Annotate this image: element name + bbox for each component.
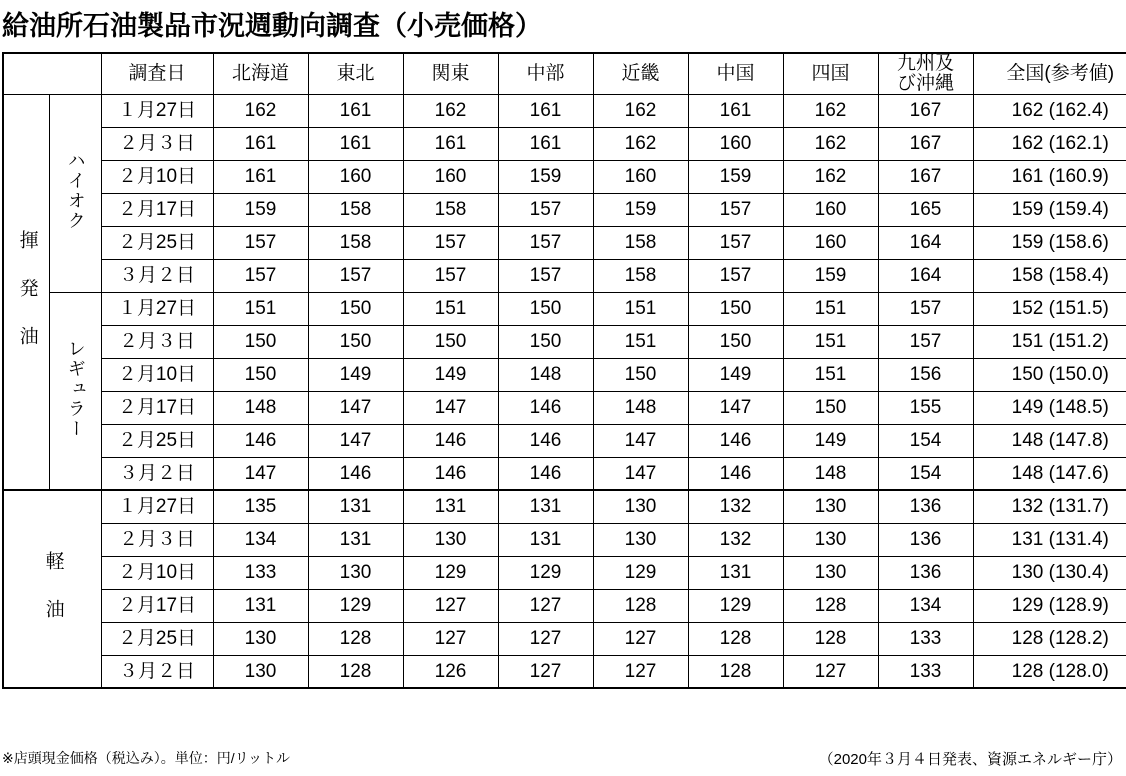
cell-value: 128 (308, 655, 403, 688)
cell-value: 129 (403, 556, 498, 589)
cell-value: 133 (878, 655, 973, 688)
row-date: ３月２日 (101, 457, 213, 490)
row-date: ２月10日 (101, 160, 213, 193)
cell-value: 129 (593, 556, 688, 589)
cell-value: 165 (878, 193, 973, 226)
cell-national: 159 (159.4) (973, 193, 1126, 226)
cell-national: 131 (131.4) (973, 523, 1126, 556)
row-date: ２月10日 (101, 556, 213, 589)
cell-value: 127 (403, 622, 498, 655)
cell-national: 158 (158.4) (973, 259, 1126, 292)
table-row (3, 259, 1126, 292)
cell-value: 148 (783, 457, 878, 490)
row-date: ２月25日 (101, 622, 213, 655)
row-date: １月27日 (101, 490, 213, 523)
cell-value: 160 (783, 193, 878, 226)
cell-value: 136 (878, 523, 973, 556)
cell-value: 130 (308, 556, 403, 589)
cell-value: 127 (498, 655, 593, 688)
cell-value: 161 (403, 127, 498, 160)
row-date: ２月３日 (101, 325, 213, 358)
cell-value: 161 (213, 127, 308, 160)
cell-value: 147 (593, 457, 688, 490)
category-gasoline (3, 94, 49, 490)
cell-value: 151 (593, 325, 688, 358)
cell-value: 147 (593, 424, 688, 457)
row-date: １月27日 (101, 292, 213, 325)
cell-value: 146 (403, 457, 498, 490)
cell-national: 132 (131.7) (973, 490, 1126, 523)
cell-value: 167 (878, 94, 973, 127)
cell-value: 157 (498, 226, 593, 259)
header-region-tohoku: 東北 (308, 53, 403, 94)
cell-value: 130 (593, 523, 688, 556)
cell-value: 130 (593, 490, 688, 523)
cell-value: 159 (213, 193, 308, 226)
header-date: 調査日 (101, 53, 213, 94)
table-row (3, 622, 1126, 655)
cell-value: 157 (213, 226, 308, 259)
cell-value: 160 (783, 226, 878, 259)
cell-value: 154 (878, 457, 973, 490)
cell-national: 159 (158.6) (973, 226, 1126, 259)
table-header-row (3, 53, 1126, 94)
footnote-right: （2020年３月４日発表、資源エネルギー庁） (818, 751, 1122, 768)
page-title: 給油所石油製品市況週動向調査（小売価格） (2, 11, 542, 41)
category-diesel (3, 490, 101, 688)
cell-value: 167 (878, 160, 973, 193)
row-date: ２月25日 (101, 226, 213, 259)
cell-value: 136 (878, 490, 973, 523)
row-date: ２月17日 (101, 391, 213, 424)
cell-value: 151 (213, 292, 308, 325)
cell-value: 158 (308, 226, 403, 259)
cell-value: 159 (498, 160, 593, 193)
cell-value: 158 (593, 226, 688, 259)
table-row (3, 193, 1126, 226)
cell-value: 148 (593, 391, 688, 424)
cell-value: 128 (783, 589, 878, 622)
subcategory-high-octane-label: ハイオク (65, 150, 86, 231)
cell-value: 151 (593, 292, 688, 325)
cell-value: 134 (213, 523, 308, 556)
cell-national: 148 (147.8) (973, 424, 1126, 457)
cell-value: 133 (213, 556, 308, 589)
header-kyushu-line1: 九州及 (896, 53, 954, 74)
header-national: 全国(参考値) (973, 53, 1126, 94)
table-row (3, 391, 1126, 424)
cell-value: 161 (308, 94, 403, 127)
row-date: １月27日 (101, 94, 213, 127)
cell-value: 161 (308, 127, 403, 160)
subcategory-regular (49, 292, 101, 490)
row-date: ２月17日 (101, 193, 213, 226)
cell-value: 160 (593, 160, 688, 193)
cell-value: 146 (498, 391, 593, 424)
cell-value: 131 (308, 490, 403, 523)
cell-value: 150 (213, 325, 308, 358)
cell-value: 130 (403, 523, 498, 556)
header-region-chugoku: 中国 (688, 53, 783, 94)
table-row (3, 160, 1126, 193)
cell-value: 161 (498, 127, 593, 160)
cell-value: 127 (593, 622, 688, 655)
cell-value: 162 (783, 94, 878, 127)
cell-value: 164 (878, 226, 973, 259)
cell-value: 146 (308, 457, 403, 490)
table-row (3, 325, 1126, 358)
header-region-kinki: 近畿 (593, 53, 688, 94)
cell-value: 146 (498, 457, 593, 490)
cell-value: 132 (688, 523, 783, 556)
cell-value: 148 (213, 391, 308, 424)
cell-value: 127 (498, 589, 593, 622)
cell-value: 131 (498, 490, 593, 523)
row-date: ２月25日 (101, 424, 213, 457)
cell-value: 151 (783, 292, 878, 325)
cell-value: 160 (688, 127, 783, 160)
cell-value: 150 (308, 292, 403, 325)
table-row (3, 292, 1126, 325)
cell-value: 130 (783, 490, 878, 523)
cell-value: 131 (403, 490, 498, 523)
cell-value: 131 (498, 523, 593, 556)
cell-national: 129 (128.9) (973, 589, 1126, 622)
cell-value: 150 (213, 358, 308, 391)
row-date: ３月２日 (101, 655, 213, 688)
cell-value: 129 (308, 589, 403, 622)
cell-national: 150 (150.0) (973, 358, 1126, 391)
cell-value: 128 (688, 622, 783, 655)
cell-value: 149 (783, 424, 878, 457)
header-region-shikoku: 四国 (783, 53, 878, 94)
cell-value: 130 (213, 655, 308, 688)
cell-value: 157 (213, 259, 308, 292)
cell-value: 157 (688, 193, 783, 226)
cell-value: 162 (213, 94, 308, 127)
table-row (3, 127, 1126, 160)
table-row (3, 490, 1126, 523)
cell-national: 128 (128.2) (973, 622, 1126, 655)
cell-value: 162 (783, 160, 878, 193)
cell-value: 154 (878, 424, 973, 457)
header-corner-blank (3, 53, 101, 94)
cell-value: 131 (308, 523, 403, 556)
table-row (3, 556, 1126, 589)
cell-value: 128 (783, 622, 878, 655)
row-date: ３月２日 (101, 259, 213, 292)
cell-value: 127 (403, 589, 498, 622)
cell-value: 157 (308, 259, 403, 292)
cell-value: 164 (878, 259, 973, 292)
table-row (3, 589, 1126, 622)
cell-value: 157 (498, 193, 593, 226)
category-diesel-label: 軽 油 (42, 551, 64, 623)
cell-value: 157 (403, 226, 498, 259)
row-date: ２月３日 (101, 523, 213, 556)
cell-value: 150 (593, 358, 688, 391)
cell-value: 151 (403, 292, 498, 325)
cell-value: 158 (308, 193, 403, 226)
cell-value: 127 (783, 655, 878, 688)
cell-value: 150 (403, 325, 498, 358)
subcategory-high-octane (49, 94, 101, 292)
cell-value: 149 (308, 358, 403, 391)
cell-value: 157 (688, 226, 783, 259)
cell-value: 162 (593, 127, 688, 160)
cell-value: 167 (878, 127, 973, 160)
cell-value: 132 (688, 490, 783, 523)
cell-value: 147 (308, 391, 403, 424)
cell-value: 161 (498, 94, 593, 127)
table-row (3, 655, 1126, 688)
table-row (3, 457, 1126, 490)
cell-value: 162 (783, 127, 878, 160)
cell-value: 147 (308, 424, 403, 457)
cell-value: 159 (688, 160, 783, 193)
cell-value: 127 (498, 622, 593, 655)
cell-value: 150 (498, 325, 593, 358)
cell-value: 127 (593, 655, 688, 688)
cell-value: 126 (403, 655, 498, 688)
cell-value: 160 (403, 160, 498, 193)
cell-value: 131 (213, 589, 308, 622)
subcategory-regular-label: レギュラー (65, 338, 86, 439)
cell-value: 128 (688, 655, 783, 688)
cell-value: 150 (688, 292, 783, 325)
cell-value: 136 (878, 556, 973, 589)
cell-value: 151 (783, 325, 878, 358)
cell-value: 130 (783, 556, 878, 589)
cell-national: 162 (162.4) (973, 94, 1126, 127)
cell-value: 155 (878, 391, 973, 424)
cell-value: 146 (403, 424, 498, 457)
header-region-kyushu-okinawa (878, 53, 973, 94)
cell-national: 151 (151.2) (973, 325, 1126, 358)
cell-value: 157 (878, 292, 973, 325)
cell-value: 162 (593, 94, 688, 127)
row-date: ２月10日 (101, 358, 213, 391)
cell-value: 134 (878, 589, 973, 622)
cell-value: 159 (593, 193, 688, 226)
cell-value: 150 (688, 325, 783, 358)
cell-value: 147 (688, 391, 783, 424)
cell-value: 148 (498, 358, 593, 391)
cell-value: 129 (688, 589, 783, 622)
cell-national: 161 (160.9) (973, 160, 1126, 193)
cell-value: 161 (688, 94, 783, 127)
cell-value: 157 (878, 325, 973, 358)
price-table (2, 52, 1126, 689)
cell-value: 135 (213, 490, 308, 523)
cell-value: 149 (688, 358, 783, 391)
cell-national: 152 (151.5) (973, 292, 1126, 325)
cell-value: 157 (688, 259, 783, 292)
cell-value: 146 (498, 424, 593, 457)
cell-value: 146 (688, 424, 783, 457)
cell-value: 130 (783, 523, 878, 556)
footnote-left: ※店頭現金価格（税込み）。単位：円/リットル (2, 750, 291, 766)
cell-value: 146 (213, 424, 308, 457)
cell-value: 150 (308, 325, 403, 358)
table-row (3, 358, 1126, 391)
header-region-chubu: 中部 (498, 53, 593, 94)
cell-value: 151 (783, 358, 878, 391)
cell-value: 158 (593, 259, 688, 292)
cell-national: 148 (147.6) (973, 457, 1126, 490)
cell-national: 128 (128.0) (973, 655, 1126, 688)
cell-value: 150 (498, 292, 593, 325)
cell-value: 157 (403, 259, 498, 292)
cell-value: 159 (783, 259, 878, 292)
cell-value: 130 (213, 622, 308, 655)
cell-value: 161 (213, 160, 308, 193)
cell-value: 129 (498, 556, 593, 589)
cell-value: 133 (878, 622, 973, 655)
cell-national: 130 (130.4) (973, 556, 1126, 589)
cell-national: 162 (162.1) (973, 127, 1126, 160)
table-row (3, 424, 1126, 457)
cell-value: 147 (403, 391, 498, 424)
cell-national: 149 (148.5) (973, 391, 1126, 424)
table-row (3, 94, 1126, 127)
header-region-kanto: 関東 (403, 53, 498, 94)
row-date: ２月17日 (101, 589, 213, 622)
category-gasoline-label: 揮 発 油 (16, 230, 38, 350)
cell-value: 149 (403, 358, 498, 391)
table-row (3, 226, 1126, 259)
cell-value: 147 (213, 457, 308, 490)
cell-value: 131 (688, 556, 783, 589)
cell-value: 128 (593, 589, 688, 622)
header-kyushu-line2: び沖縄 (896, 72, 954, 94)
cell-value: 162 (403, 94, 498, 127)
table-row (3, 523, 1126, 556)
cell-value: 128 (308, 622, 403, 655)
cell-value: 146 (688, 457, 783, 490)
cell-value: 160 (308, 160, 403, 193)
cell-value: 157 (498, 259, 593, 292)
cell-value: 158 (403, 193, 498, 226)
cell-value: 150 (783, 391, 878, 424)
cell-value: 156 (878, 358, 973, 391)
row-date: ２月３日 (101, 127, 213, 160)
header-region-hokkaido: 北海道 (213, 53, 308, 94)
